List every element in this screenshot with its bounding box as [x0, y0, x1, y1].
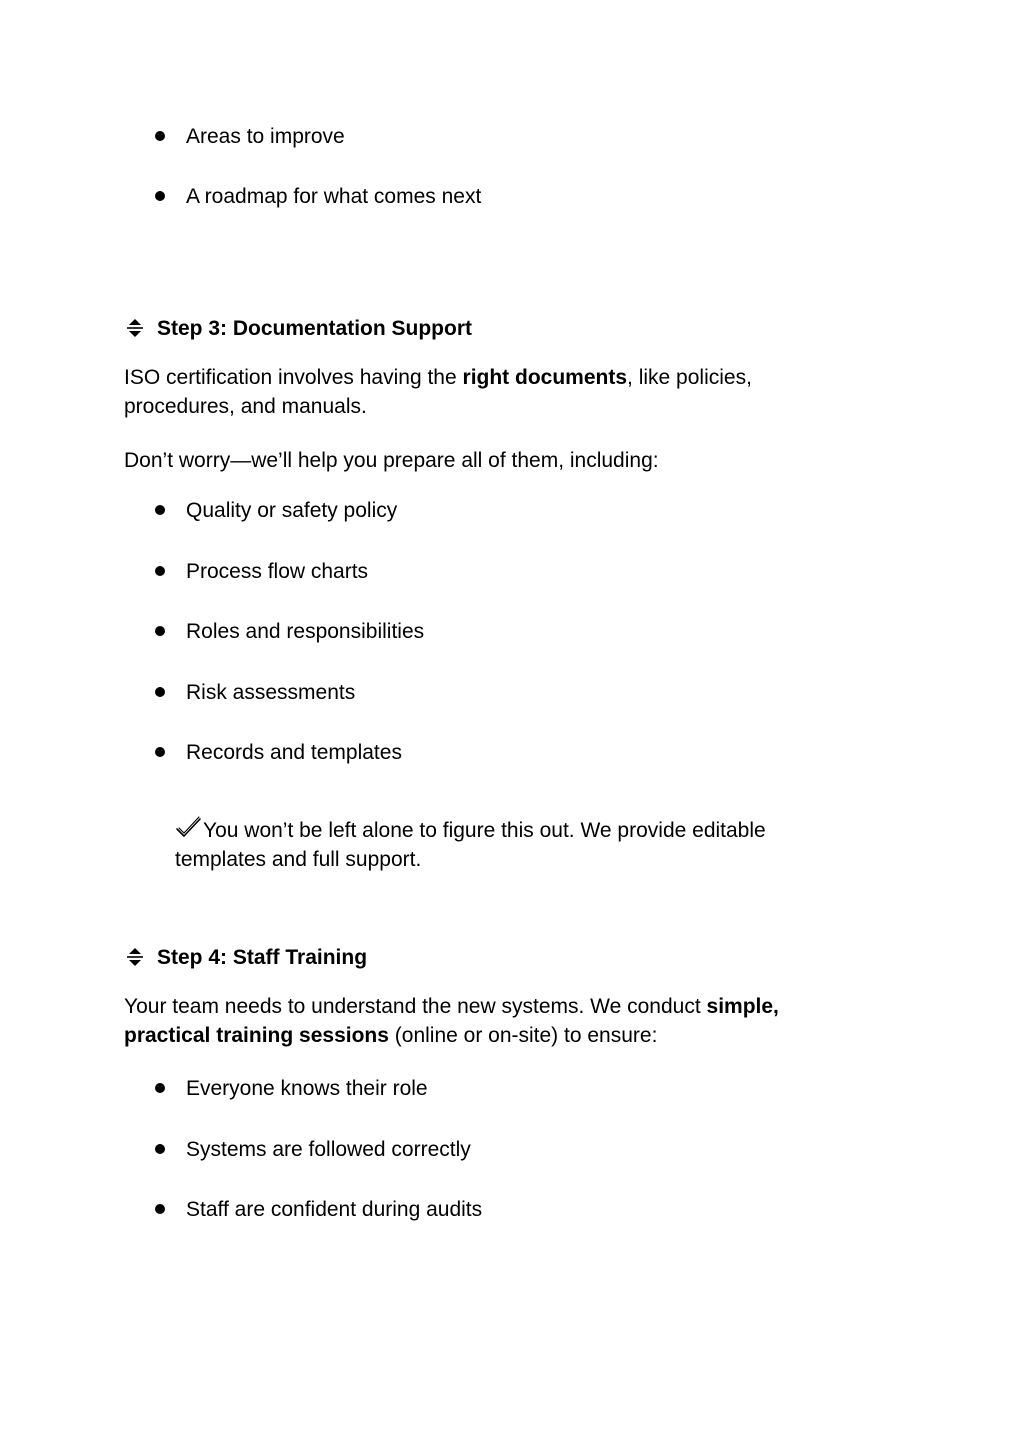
step4-title: Step 4: Staff Training [157, 946, 368, 969]
step3-paragraph-1: ISO certification involves having the right documents, like policies, procedures, and manuals. [124, 366, 752, 418]
bullet-icon [155, 687, 165, 697]
bullet-icon [155, 1144, 165, 1154]
bullet-icon [155, 191, 165, 201]
bullet-icon [155, 626, 165, 636]
step3-paragraph-2: Don’t worry—we’ll help you prepare all of them, including: [124, 449, 659, 472]
step3-title: Step 3: Documentation Support [157, 317, 472, 340]
bullet-icon [155, 131, 165, 141]
diamond-arrow-icon [126, 318, 144, 338]
step4-paragraph: Your team needs to understand the new systems. We conduct simple, practical training sessions (online or on-site) to ensure: [124, 995, 779, 1047]
bullet-icon [155, 566, 165, 576]
bullet-icon [155, 1204, 165, 1214]
check-mark-icon [175, 816, 203, 840]
diamond-arrow-icon [126, 947, 144, 967]
emphasis-text: simple, practical training sessions [124, 995, 779, 1047]
bullet-icon [155, 505, 165, 515]
bullet-icon [155, 747, 165, 757]
bullet-icon [155, 1083, 165, 1093]
support-note: You won’t be left alone to figure this out. We provide editable templates and full support. [175, 816, 835, 874]
emphasis-text: right documents [462, 366, 628, 389]
